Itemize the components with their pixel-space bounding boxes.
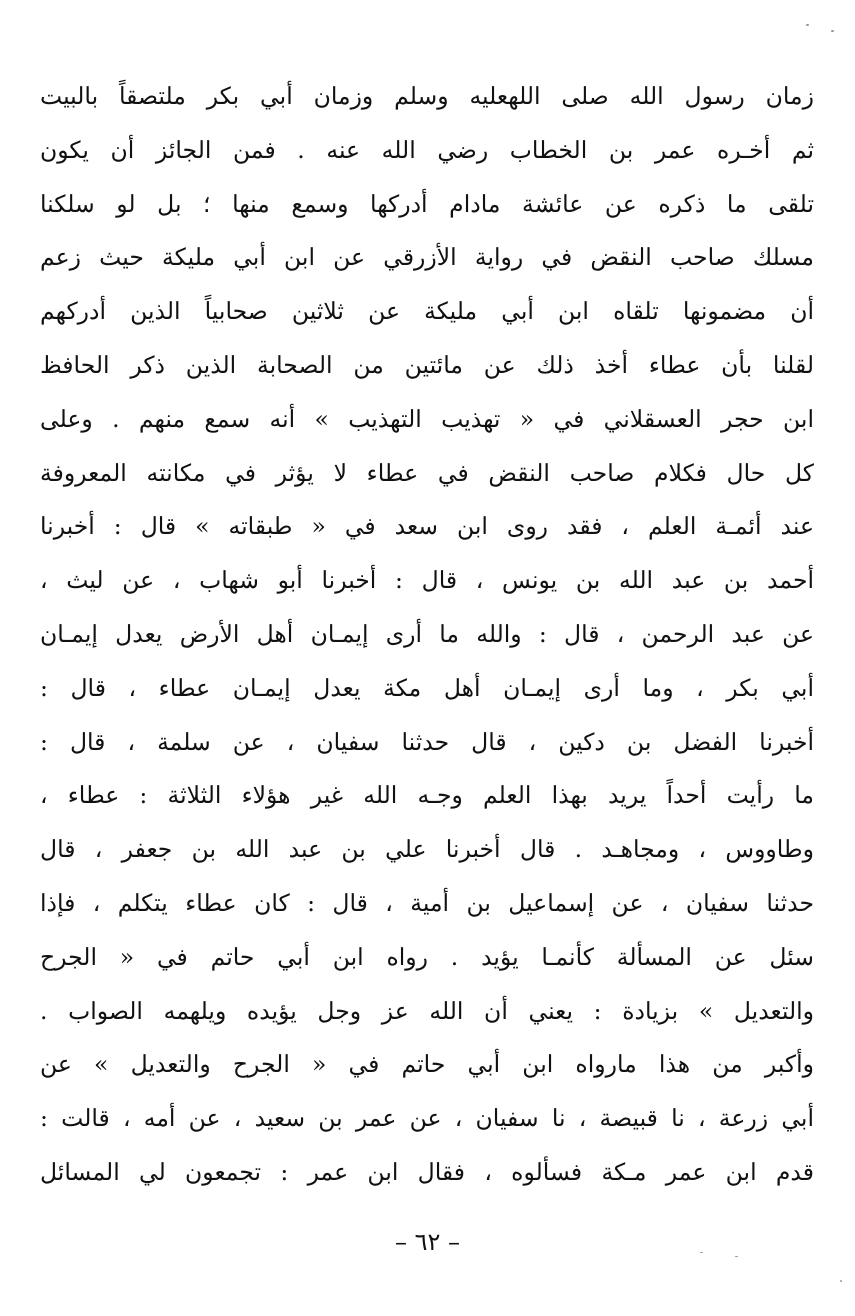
text-line-5: أن مضمونها تلقاه ابن أبي مليكة عن ثلاثين صحابياً الذين أدركهم [40,297,814,326]
text-line-19: وأكبر من هذا مارواه ابن أبي حاتم في « الجرح والتعديل » عن [40,1050,814,1079]
text-line-14: ما رأيت أحداً يريد بهذا العلم وجـه الله غير هؤلاء الثلاثة : عطاء ، [40,781,814,810]
page-number: – ٦٢ – [394,1228,461,1256]
text-line-20: أبي زرعة ، نا قبيصة ، نا سفيان ، عن عمر بن سعيد ، عن أمه ، قالت : [40,1104,814,1133]
text-line-16: حدثنا سفيان ، عن إسماعيل بن أمية ، قال : كان عطاء يتكلم ، فإذا [40,888,814,917]
scan-speck [806,24,809,26]
text-line-12: أبي بكر ، وما أرى إيمـان أهل مكة يعدل إيمـان عطاء ، قال : [40,673,814,702]
text-line-11: عن عبد الرحمن ، قال : والله ما أرى إيمـان أهل الأرض يعدل إيمـان [40,619,814,648]
text-line-9: عند أئمـة العلم ، فقد روى ابن سعد في « طبقاته » قال : أخبرنا [40,512,814,541]
text-line-17: سئل عن المسألة كأنمـا يؤيد . رواه ابن أبي حاتم في « الجرح [40,942,814,971]
text-line-15: وطاووس ، ومجاهـد . قال أخبرنا علي بن عبد الله بن جعفر ، قال [40,835,814,864]
text-line-21: قدم ابن عمر مـكة فسألوه ، فقال ابن عمر : تجمعون لي المسائل [40,1157,814,1186]
scan-speck [831,30,834,32]
text-line-6: لقلنا بأن عطاء أخذ ذلك عن مائتين من الصحابة الذين ذكر الحافظ [40,350,814,379]
text-line-18: والتعديل » بزيادة : يعني أن الله عز وجل يؤيده ويلهمه الصواب . [40,996,814,1025]
text-line-3: تلقى ما ذكره عن عائشة مادام أدركها وسمع منها ؛ بل لو سلكنا [40,189,814,218]
text-line-2: ثم أخـره عمر بن الخطاب رضي الله عنه . فمن الجائز أن يكون [40,135,814,164]
text-line-8: كل حال فكلام صاحب النقض في عطاء لا يؤثر في مكانته المعروفة [40,458,814,487]
text-line-1: زمان رسول الله صلى اللهعليه وسلم وزمان أبي بكر ملتصقاً بالبيت [40,82,814,110]
scan-speck [735,1256,738,1257]
text-line-4: مسلك صاحب النقض في رواية الأزرقي عن ابن أبي مليكة حيث زعم [40,243,814,272]
text-line-13: أخبرنا الفضل بن دكين ، قال حدثنا سفيان ، عن سلمة ، قال : [40,727,814,756]
text-line-7: ابن حجر العسقلاني في « تهذيب التهذيب » أنه سمع منهم . وعلى [40,404,814,433]
scan-speck [840,1280,842,1282]
body-text [40,70,814,1200]
text-line-10: أحمد بن عبد الله بن يونس ، قال : أخبرنا أبو شهاب ، عن ليث ، [40,566,814,595]
scan-speck [700,1252,703,1253]
